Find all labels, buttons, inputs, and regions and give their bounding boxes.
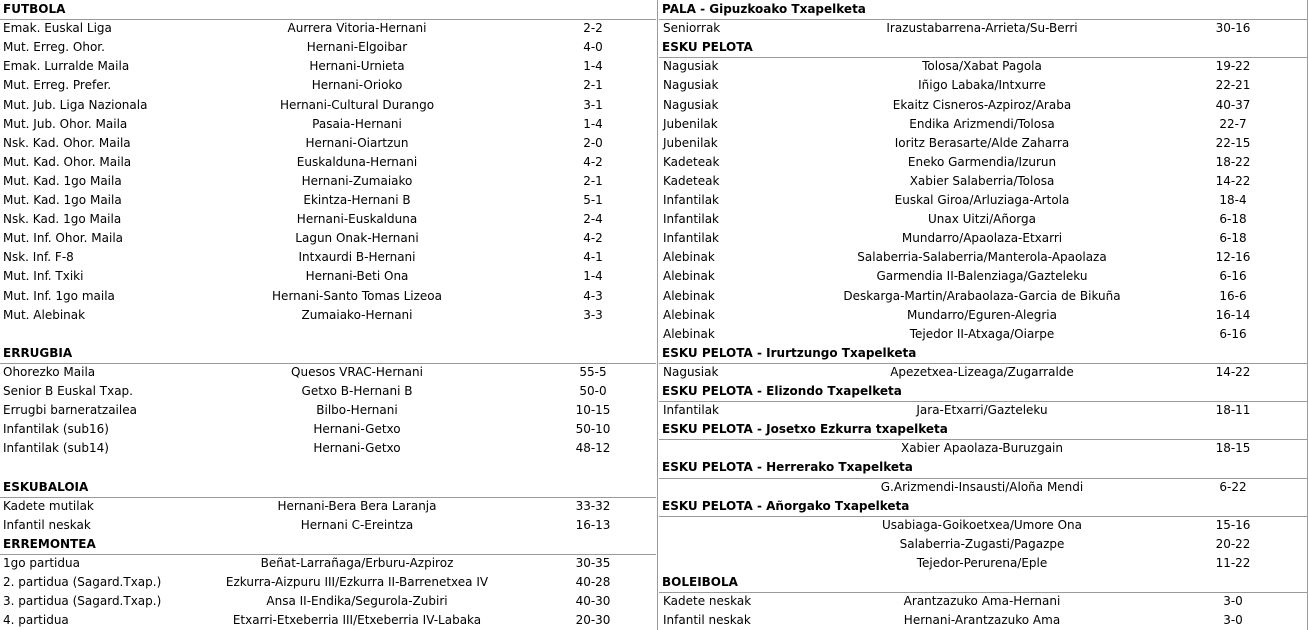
category-cell: Alebinak: [663, 288, 715, 303]
category-cell: Alebinak: [663, 307, 715, 322]
section-title: ESKU PELOTA - Añorgako Txapelketa: [662, 498, 910, 513]
category-cell: 3. partidua (Sagard.Txap.): [3, 594, 162, 609]
result-row: [0, 516, 1308, 535]
score-cell: 18-11: [1215, 403, 1251, 418]
category-cell: Senior B Euskal Txap.: [3, 384, 133, 398]
category-cell: Nagusiak: [663, 78, 719, 93]
result-row: [0, 306, 1308, 325]
category-cell: Alebinak: [663, 326, 715, 341]
score-cell: 30-35: [575, 555, 611, 570]
match-cell: Intxaurdi B-Hernani: [298, 250, 416, 265]
match-cell: Lagun Onak-Hernani: [295, 231, 419, 246]
score-cell: 16-14: [1215, 307, 1251, 322]
category-cell: Infantilak (sub16): [3, 422, 109, 437]
result-row: [0, 535, 1308, 554]
match-cell: Bilbo-Hernani: [316, 403, 398, 418]
score-cell: 55-5: [579, 364, 607, 379]
result-row: [0, 573, 1308, 592]
result-row: [0, 382, 1308, 401]
category-cell: Nagusiak: [663, 59, 719, 74]
category-cell: Mut. Jub. Ohor. Maila: [3, 116, 128, 131]
match-cell: Hernani-Orioko: [311, 78, 403, 93]
match-cell: Hernani-Beti Ona: [305, 269, 409, 284]
category-cell: Alebinak: [663, 269, 715, 284]
score-cell: 50-0: [579, 384, 607, 398]
score-cell: 4-0: [583, 40, 603, 55]
score-cell: 40-37: [1215, 97, 1251, 112]
category-cell: 1go partidua: [3, 555, 80, 570]
score-cell: 11-22: [1215, 555, 1251, 570]
score-cell: 40-30: [575, 594, 611, 609]
score-cell: 40-28: [575, 575, 611, 589]
score-cell: 33-32: [575, 498, 611, 513]
result-row: [0, 96, 1308, 115]
result-row: [0, 592, 1308, 611]
category-cell: Kadeteak: [663, 173, 720, 188]
score-cell: 2-4: [583, 212, 603, 227]
match-cell: Xabier Salaberria/Tolosa: [909, 173, 1055, 188]
result-row: [0, 229, 1308, 248]
category-cell: Infantil neskak: [3, 517, 91, 532]
category-cell: Infantilak: [663, 403, 720, 418]
match-cell: Beñat-Larrañaga/Erburu-Azpiroz: [260, 555, 454, 570]
column-divider: [657, 0, 658, 630]
category-cell: Kadete mutilak: [3, 498, 94, 513]
match-cell: Mundarro/Eguren-Alegria: [906, 307, 1057, 322]
result-row: [0, 267, 1308, 286]
section-title: PALA - Gipuzkoako Txapelketa: [662, 2, 866, 16]
section-title: ERREMONTEA: [3, 536, 96, 551]
score-cell: 3-1: [583, 97, 603, 112]
result-row: [0, 554, 1308, 573]
result-row: [0, 420, 1308, 439]
score-cell: 48-12: [575, 441, 611, 456]
category-cell: Alebinak: [663, 250, 715, 265]
score-cell: 2-1: [583, 173, 603, 188]
result-row: [0, 134, 1308, 153]
category-cell: Nagusiak: [663, 364, 719, 379]
section-title: FUTBOLA: [3, 2, 66, 16]
match-cell: Iñigo Labaka/Intxurre: [918, 78, 1046, 93]
match-cell: Ekaitz Cisneros-Azpiroz/Araba: [892, 97, 1072, 112]
match-cell: Hernani-Zumaiako: [301, 173, 413, 188]
category-cell: Mut. Inf. Ohor. Maila: [3, 231, 123, 246]
category-cell: Nsk. Kad. 1go Maila: [3, 212, 122, 227]
score-cell: 6-16: [1219, 269, 1247, 284]
score-cell: 18-15: [1215, 441, 1251, 456]
match-cell: Mundarro/Apaolaza-Etxarri: [901, 231, 1063, 246]
result-row: [0, 363, 1308, 382]
result-row: [0, 248, 1308, 267]
score-cell: 10-15: [575, 403, 611, 418]
category-cell: Jubenilak: [663, 135, 718, 150]
score-cell: 4-2: [583, 231, 603, 246]
match-cell: Endika Arizmendi/Tolosa: [909, 116, 1055, 131]
score-cell: 16-6: [1219, 288, 1247, 303]
match-cell: Ekintza-Hernani B: [303, 193, 411, 207]
match-cell: Hernani-Elgoibar: [306, 40, 408, 55]
score-cell: 20-30: [575, 613, 611, 628]
category-cell: Mut. Jub. Liga Nazionala: [3, 97, 148, 112]
result-row: [0, 611, 1308, 630]
category-cell: Nagusiak: [663, 97, 719, 112]
score-cell: 22-21: [1215, 78, 1251, 93]
category-cell: Emak. Lurralde Maila: [3, 59, 130, 74]
match-cell: Unax Uitzi/Añorga: [927, 212, 1036, 227]
match-cell: Euskal Giroa/Arluziaga-Artola: [894, 193, 1070, 207]
score-cell: 30-16: [1215, 21, 1251, 36]
match-cell: Garmendia II-Balenziaga/Gazteleku: [876, 269, 1088, 284]
category-cell: Mut. Kad. 1go Maila: [3, 173, 122, 188]
match-cell: Hernani-Bera Bera Laranja: [277, 498, 437, 513]
match-cell: Deskarga-Martin/Arabaolaza-Garcia de Bikuña: [843, 288, 1121, 303]
section-title: ESKU PELOTA - Irurtzungo Txapelketa: [662, 345, 917, 360]
score-cell: 2-2: [583, 21, 603, 36]
score-cell: 6-18: [1219, 212, 1247, 227]
match-cell: Hernani-Getxo: [313, 422, 401, 437]
category-cell: Ohorezko Maila: [3, 364, 96, 379]
section-title: ESKU PELOTA - Josetxo Ezkurra txapelketa: [662, 422, 948, 437]
match-cell: Usabiaga-Goikoetxea/Umore Ona: [882, 517, 1082, 532]
match-cell: Hernani-Cultural Durango: [279, 97, 435, 112]
score-cell: 3-0: [1223, 613, 1243, 628]
match-cell: Ansa II-Endika/Segurola-Zubiri: [266, 594, 448, 609]
match-cell: G.Arizmendi-Insausti/Aloña Mendi: [880, 479, 1084, 494]
score-cell: 1-4: [583, 59, 603, 74]
section-title: ESKUBALOIA: [3, 479, 89, 494]
category-cell: Infantilak (sub14): [3, 441, 109, 456]
score-cell: 1-4: [583, 269, 603, 284]
score-cell: 4-2: [583, 154, 603, 169]
score-cell: 15-16: [1215, 517, 1251, 532]
match-cell: Jara-Etxarri/Gazteleku: [916, 403, 1048, 418]
score-cell: 6-16: [1219, 326, 1247, 341]
category-cell: Kadeteak: [663, 154, 720, 169]
result-row: [0, 287, 1308, 306]
section-title: ESKU PELOTA: [662, 40, 753, 55]
match-cell: Arantzazuko Ama-Hernani: [903, 594, 1061, 609]
score-cell: 14-22: [1215, 173, 1251, 188]
match-cell: Aurrera Vitoria-Hernani: [287, 21, 427, 36]
score-cell: 2-0: [583, 135, 603, 150]
score-cell: 16-13: [575, 517, 611, 532]
match-cell: Pasaia-Hernani: [312, 116, 402, 131]
result-row: [0, 57, 1308, 76]
match-cell: Tejedor-Perurena/Eple: [916, 555, 1048, 570]
result-row: [0, 401, 1308, 420]
result-row: [0, 325, 1308, 344]
result-row: [0, 191, 1308, 210]
match-cell: Tejedor II-Atxaga/Oiarpe: [909, 326, 1055, 341]
match-cell: Euskalduna-Hernani: [296, 154, 418, 169]
match-cell: Hernani-Santo Tomas Lizeoa: [272, 288, 442, 303]
category-cell: Mut. Inf. Txiki: [3, 269, 84, 284]
score-cell: 18-4: [1219, 193, 1247, 207]
category-cell: Mut. Inf. 1go maila: [3, 288, 115, 303]
match-cell: Irazustabarrena-Arrieta/Su-Berri: [886, 21, 1078, 36]
match-cell: Hernani C-Ereintza: [300, 517, 414, 532]
category-cell: Infantilak: [663, 231, 720, 246]
match-cell: Hernani-Getxo: [313, 441, 401, 456]
category-cell: Infantilak: [663, 193, 720, 207]
category-cell: Mut. Erreg. Ohor.: [3, 40, 105, 55]
category-cell: Mut. Kad. Ohor. Maila: [3, 154, 132, 169]
category-cell: Mut. Kad. 1go Maila: [3, 193, 122, 207]
category-cell: Nsk. Inf. F-8: [3, 250, 74, 265]
result-row: [0, 19, 1308, 38]
score-cell: 3-3: [583, 307, 603, 322]
category-cell: Infantil neskak: [663, 613, 751, 628]
score-cell: 2-1: [583, 78, 603, 93]
score-cell: 12-16: [1215, 250, 1251, 265]
match-cell: Xabier Apaolaza-Buruzgain: [900, 441, 1063, 456]
result-row: [0, 172, 1308, 191]
result-row: [0, 458, 1308, 477]
match-cell: Apezetxea-Lizeaga/Zugarralde: [890, 364, 1074, 379]
result-row: [0, 153, 1308, 172]
score-cell: 3-0: [1223, 594, 1243, 609]
match-cell: Etxarri-Etxeberria III/Etxeberria IV-Labaka: [232, 613, 482, 628]
match-cell: Getxo B-Hernani B: [301, 384, 413, 398]
result-row: [0, 478, 1308, 497]
match-cell: Ioritz Berasarte/Alde Zaharra: [894, 135, 1070, 150]
section-title: ERRUGBIA: [3, 345, 73, 360]
result-row: [0, 115, 1308, 134]
category-cell: 2. partidua (Sagard.Txap.): [3, 575, 162, 589]
category-cell: Mut. Alebinak: [3, 307, 86, 322]
match-cell: Hernani-Urnieta: [309, 59, 405, 74]
result-row: [0, 76, 1308, 95]
match-cell: Salaberria-Zugasti/Pagazpe: [899, 536, 1065, 551]
category-cell: Errugbi barneratzailea: [3, 403, 137, 418]
score-cell: 5-1: [583, 193, 603, 207]
category-cell: Infantilak: [663, 212, 720, 227]
match-cell: Hernani-Arantzazuko Ama: [903, 613, 1061, 628]
score-cell: 22-15: [1215, 135, 1251, 150]
category-cell: Jubenilak: [663, 116, 718, 131]
score-cell: 6-18: [1219, 231, 1247, 246]
section-title: ESKU PELOTA - Herrerako Txapelketa: [662, 460, 913, 475]
score-cell: 19-22: [1215, 59, 1251, 74]
match-cell: Hernani-Oiartzun: [305, 135, 409, 150]
score-cell: 18-22: [1215, 154, 1251, 169]
score-cell: 50-10: [575, 422, 611, 437]
section-title: ESKU PELOTA - Elizondo Txapelketa: [662, 384, 902, 398]
match-cell: Hernani-Euskalduna: [296, 212, 418, 227]
score-cell: 4-3: [583, 288, 603, 303]
match-cell: Eneko Garmendia/Izurun: [907, 154, 1057, 169]
category-cell: Kadete neskak: [663, 594, 752, 609]
score-cell: 22-7: [1219, 116, 1247, 131]
match-cell: Quesos VRAC-Hernani: [291, 364, 423, 379]
match-cell: Zumaiako-Hernani: [301, 307, 413, 322]
match-cell: Tolosa/Xabat Pagola: [922, 59, 1042, 74]
match-cell: Salaberria-Salaberria/Manterola-Apaolaza: [857, 250, 1107, 265]
category-cell: Mut. Erreg. Prefer.: [3, 78, 112, 93]
category-cell: Nsk. Kad. Ohor. Maila: [3, 135, 131, 150]
result-row: [0, 497, 1308, 516]
score-cell: 14-22: [1215, 364, 1251, 379]
score-cell: 4-1: [583, 250, 603, 265]
score-cell: 20-22: [1215, 536, 1251, 551]
category-cell: Emak. Euskal Liga: [3, 21, 112, 36]
result-row: [0, 38, 1308, 57]
category-cell: 4. partidua: [3, 613, 69, 628]
score-cell: 1-4: [583, 116, 603, 131]
match-cell: Ezkurra-Aizpuru III/Ezkurra II-Barrenetxea IV: [225, 575, 489, 589]
result-row: [0, 439, 1308, 458]
score-cell: 6-22: [1219, 479, 1247, 494]
result-row: [0, 210, 1308, 229]
section-title: BOLEIBOLA: [662, 575, 738, 589]
category-cell: Seniorrak: [663, 21, 721, 36]
